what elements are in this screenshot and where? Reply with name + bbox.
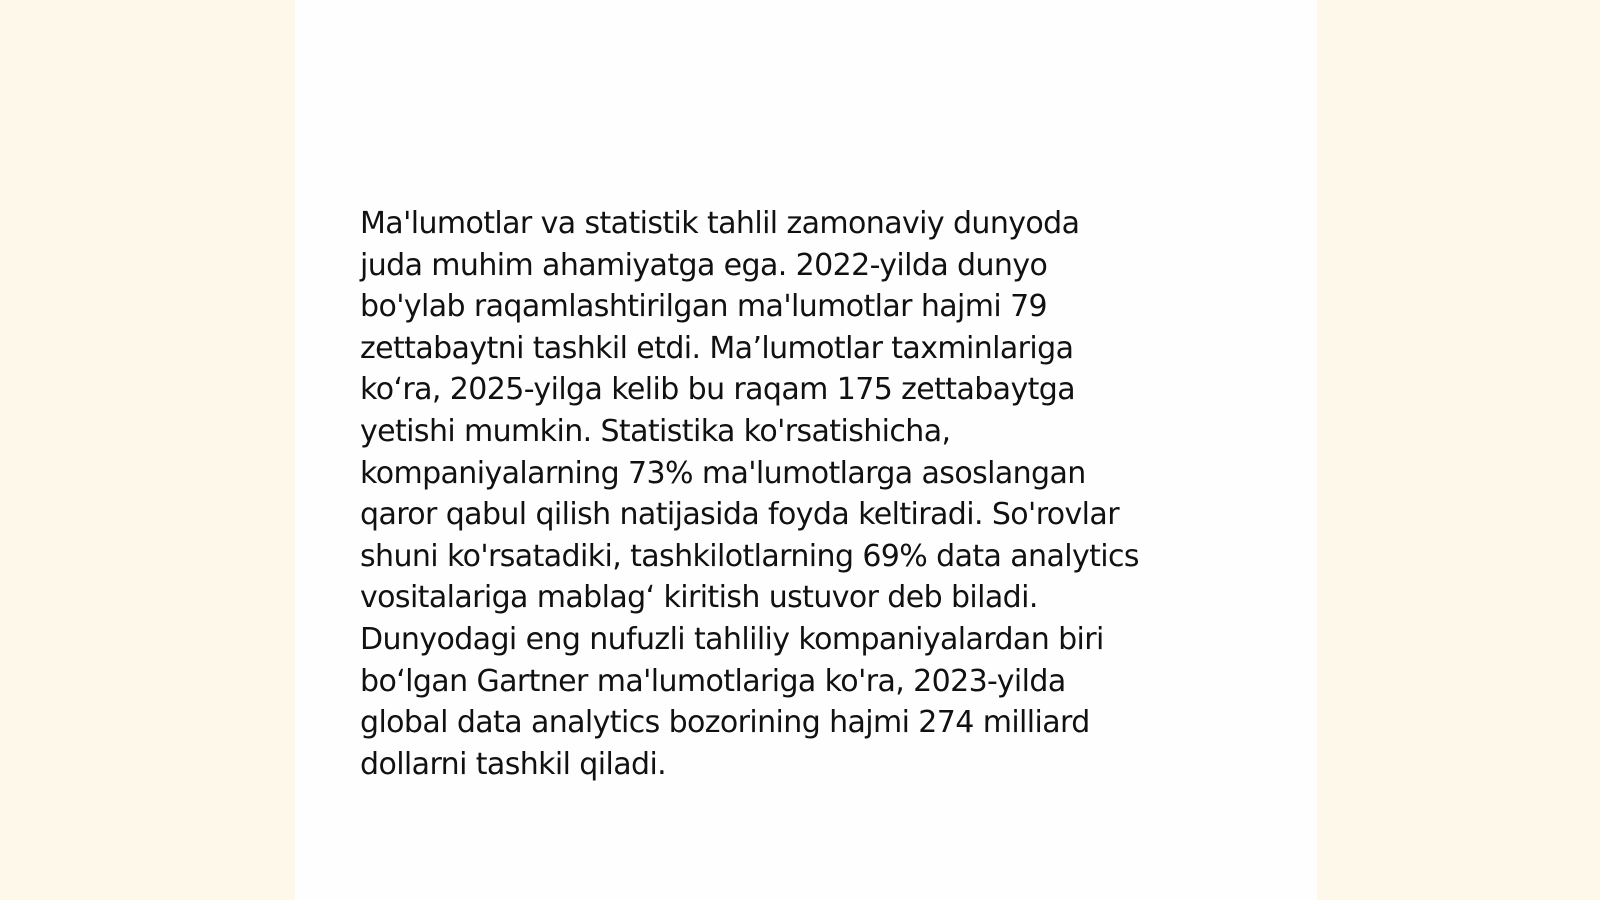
paragraph-line: global data analytics bozorining hajmi 274 milliard [360, 705, 1090, 741]
document-page [295, 0, 1317, 900]
paragraph-line: juda muhim ahamiyatga ega. 2022-yilda dunyo [360, 247, 1048, 283]
body-paragraph [360, 203, 1260, 785]
paragraph-line: vositalariga mablag‘ kiritish ustuvor deb biladi. [360, 580, 1038, 616]
paragraph-line: bo'ylab raqamlashtirilgan ma'lumotlar hajmi 79 [360, 289, 1048, 325]
paragraph-line: yetishi mumkin. Statistika ko'rsatishicha, [360, 413, 951, 449]
paragraph-line: ko‘ra, 2025-yilga kelib bu raqam 175 zettabaytga [360, 372, 1076, 408]
paragraph-line: bo‘lgan Gartner ma'lumotlariga ko'ra, 2023-yilda [360, 663, 1066, 699]
paragraph-line: zettabaytni tashkil etdi. Ma’lumotlar taxminlariga [360, 330, 1074, 366]
paragraph-line: Ma'lumotlar va statistik tahlil zamonaviy dunyoda [360, 206, 1080, 241]
paragraph-line: kompaniyalarning 73% ma'lumotlarga asoslangan [360, 455, 1086, 491]
paragraph-line: Dunyodagi eng nufuzli tahliliy kompaniyalardan biri [360, 621, 1104, 657]
paragraph-line: shuni ko'rsatadiki, tashkilotlarning 69% data analytics [360, 538, 1139, 574]
paragraph-line: qaror qabul qilish natijasida foyda keltiradi. So'rovlar [360, 497, 1119, 533]
paragraph-line: dollarni tashkil qiladi. [360, 746, 667, 782]
